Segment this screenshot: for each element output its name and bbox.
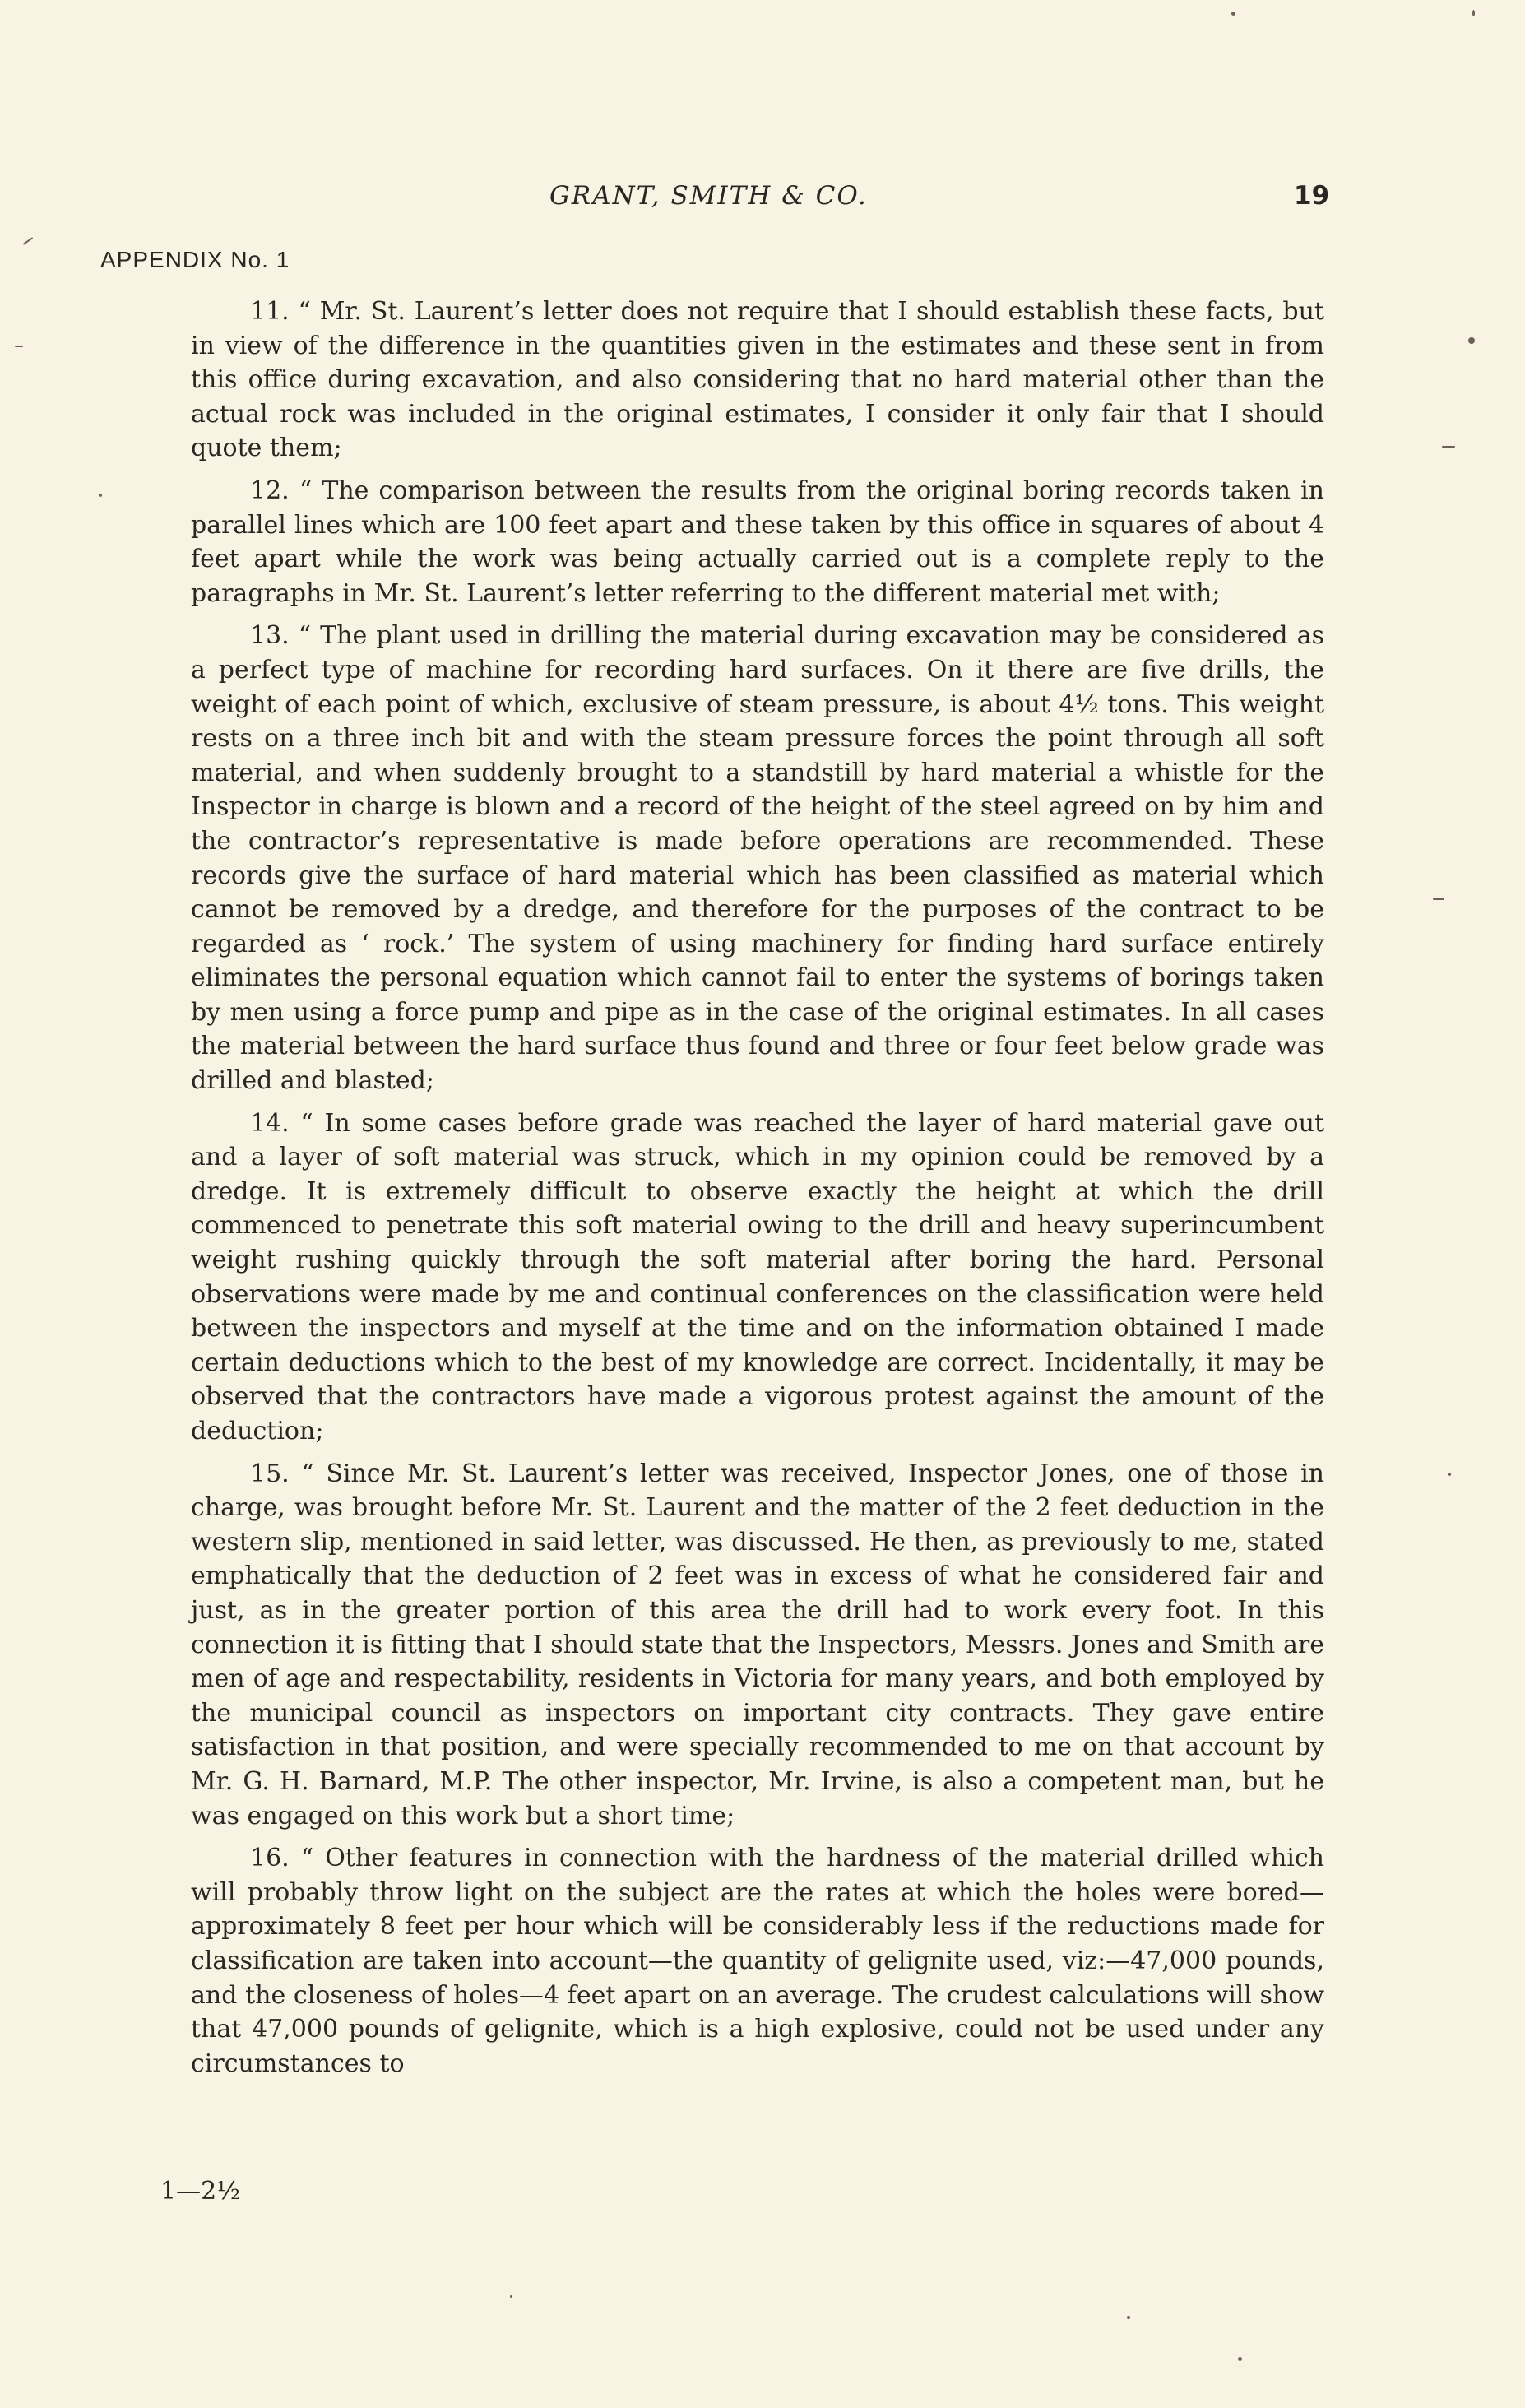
body-text — [191, 295, 1324, 2089]
paper-speck — [1231, 12, 1235, 16]
paragraph-13: 13. “ The plant used in drilling the material during excavation may be considered as a perfect type of machine for recording hard surfaces. On it there are five drills, the weight of each point of which, exclusive of steam pressure, is about 4½ tons. This weight rests on a three inch bit and with the steam pressure forces the point through all soft material, and when suddenly brought to a standstill by hard material a whistle for the Inspector in charge is blown and a record of the height of the steel agreed on by him and the contractor’s representative is made before operations are recommended. These records give the surface of hard material which has been classified as material which cannot be removed by a dredge, and therefore for the purposes of the contract to be regarded as ‘ rock.’ The system of using machinery for finding hard surface entirely eliminates the personal equation which cannot fail to enter the systems of borings taken by men using a force pump and pipe as in the case of the original estimates. In all cases the material between the hard surface thus found and three or four feet below grade was drilled and blasted; — [191, 621, 1324, 1096]
paragraph-16: 16. “ Other features in connection with the hardness of the material drilled which will probably throw light on the subject are the rates at which the holes were bored—approximately 8 feet per hour which will be considerably less if the reductions made for classification are taken into account—the quantity of gelignite used, viz:—47,000 pounds, and the closeness of holes—4 feet apart on an average. The crudest calculations will show that 47,000 pounds of gelignite, which is a high explosive, could not be used under any circumstances to — [191, 1844, 1324, 2078]
paper-speck — [15, 346, 23, 347]
paper-speck — [99, 494, 102, 497]
paper-speck — [510, 2295, 512, 2298]
printer-signature-mark: 1—2½ — [160, 2177, 241, 2206]
paper-speck — [23, 237, 34, 245]
running-title: GRANT, SMITH & CO. — [549, 181, 868, 211]
appendix-label: APPENDIX No. 1 — [100, 247, 290, 272]
paper-speck — [1238, 2357, 1242, 2361]
paper-speck — [1448, 1473, 1451, 1476]
paper-speck — [1433, 898, 1444, 900]
paper-speck — [1127, 2316, 1130, 2319]
paper-speck — [1468, 337, 1475, 344]
running-header — [0, 181, 1525, 222]
paragraph-15: 15. “ Since Mr. St. Laurent’s letter was received, Inspector Jones, one of those in charge, was brought before Mr. St. Laurent and the matter of the 2 feet deduction in the western slip, mentioned in said letter, was discussed. He then, as previously to me, stated emphatically that the deduction of 2 feet was in excess of what he considered fair and just, as in the greater portion of this area the drill had to work every foot. In this connection it is fitting that I should state that the Inspectors, Messrs. Jones and Smith are men of age and respectability, residents in Victoria for many years, and both employed by the municipal council as inspectors on important city contracts. They gave entire satisfaction in that position, and were specially recommended to me on that account by Mr. G. H. Barnard, M.P. The other inspector, Mr. Irvine, is also a competent man, but he was engaged on this work but a short time; — [191, 1459, 1324, 1830]
paragraph-11: 11. “ Mr. St. Laurent’s letter does not require that I should establish these facts, but in view of the difference in the quantities given in the estimates and these sent in from this office during excavation, and also considering that no hard material other than the actual rock was included in the original estimates, I consider it only fair that I should quote them; — [191, 297, 1324, 463]
paragraph-14: 14. “ In some cases before grade was reached the layer of hard material gave out and a layer of soft material was struck, which in my opinion could be removed by a dredge. It is extremely difficult to observe exactly the height at which the drill commenced to penetrate this soft material owing to the drill and heavy superincumbent weight rushing quickly through the soft material after boring the hard. Personal observations were made by me and continual conferences on the classification were held between the inspectors and myself at the time and on the information obtained I made certain deductions which to the best of my knowledge are correct. Incidentally, it may be observed that the contractors have made a vigorous protest against the amount of the deduction; — [191, 1108, 1324, 1445]
paper-speck — [1442, 446, 1455, 448]
paper-speck — [1472, 10, 1475, 16]
paragraph-12: 12. “ The comparison between the results from the original boring records taken in parallel lines which are 100 feet apart and these taken by this office in squares of about 4 feet apart while the work was being actually carried out is a complete reply to the paragraphs in Mr. St. Laurent’s letter referring to the different material met with; — [191, 476, 1324, 608]
page-number: 19 — [1294, 181, 1330, 211]
